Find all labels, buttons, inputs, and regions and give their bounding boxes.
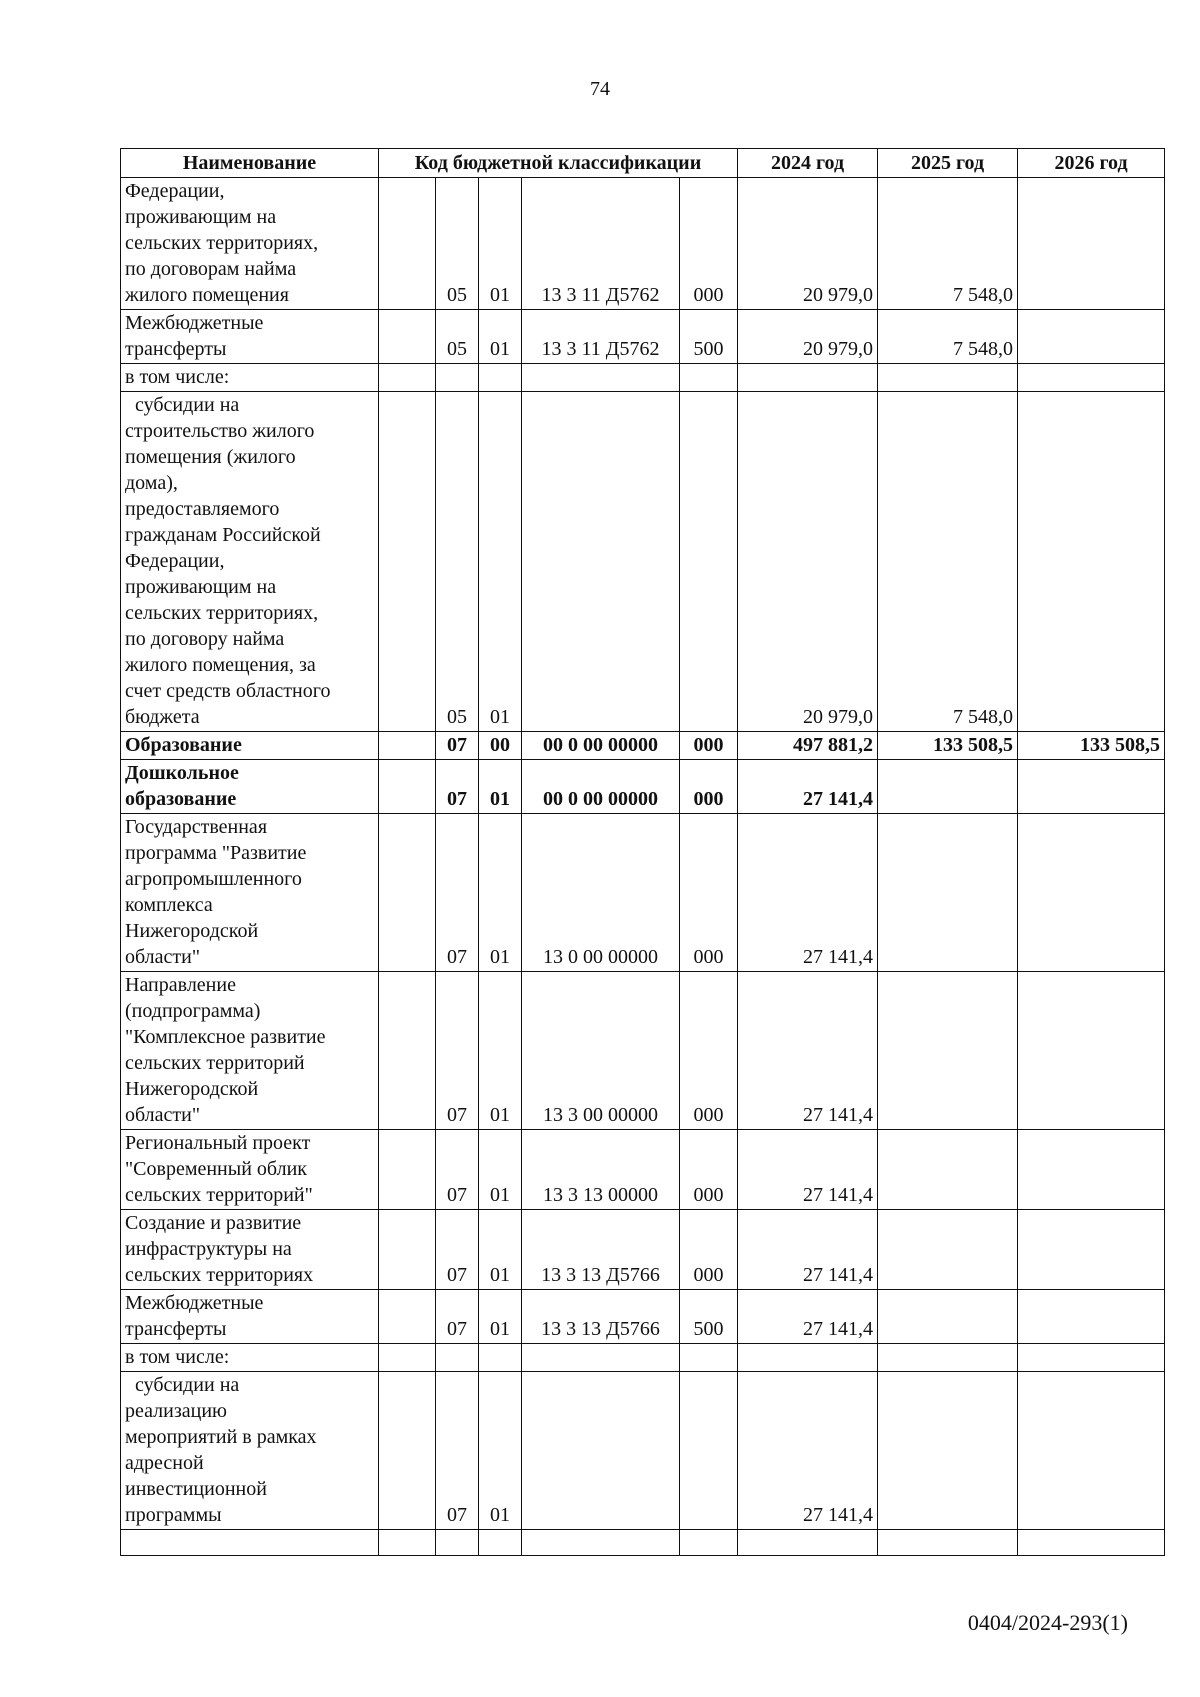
code-cell-1 xyxy=(379,392,436,732)
section-code: 07 xyxy=(436,1210,479,1290)
amount-2024: 497 881,2 xyxy=(738,732,878,760)
row-name-line: Межбюджетные xyxy=(125,312,264,334)
target-article-code xyxy=(522,1530,680,1556)
header-2024: 2024 год xyxy=(738,149,878,178)
amount-2024: 27 141,4 xyxy=(738,1290,878,1344)
row-name-line: Межбюджетные xyxy=(125,1292,264,1314)
subsection-code: 01 xyxy=(479,178,522,310)
subsection-code: 01 xyxy=(479,1372,522,1530)
row-name xyxy=(121,178,379,310)
code-cell-1 xyxy=(379,972,436,1130)
expense-type-code: 000 xyxy=(680,1130,738,1210)
row-name-line: сельских территорий" xyxy=(125,1184,313,1206)
amount-2026 xyxy=(1018,1530,1165,1556)
amount-2026 xyxy=(1018,1130,1165,1210)
target-article-code: 13 3 11 Д5762 xyxy=(522,310,680,364)
row-name-line: счет средств областного xyxy=(125,680,331,702)
row-name xyxy=(121,392,379,732)
row-name-line: жилого помещения, за xyxy=(125,654,316,676)
code-cell-1 xyxy=(379,1210,436,1290)
target-article-code xyxy=(522,392,680,732)
row-name-line: Региональный проект xyxy=(125,1132,311,1154)
row-name-line: адресной xyxy=(125,1452,204,1474)
target-article-code: 13 3 00 00000 xyxy=(522,972,680,1130)
section-code: 05 xyxy=(436,392,479,732)
row-name-line: жилого помещения xyxy=(125,284,289,306)
header-name: Наименование xyxy=(121,149,379,178)
row-name-line: сельских территориях, xyxy=(125,602,319,624)
code-cell-1 xyxy=(379,1372,436,1530)
amount-2026 xyxy=(1018,1210,1165,1290)
row-name xyxy=(121,1210,379,1290)
amount-2025 xyxy=(878,1130,1018,1210)
row-name-line: в том числе: xyxy=(125,1346,230,1368)
row-name-line: области" xyxy=(125,946,201,968)
amount-2025 xyxy=(878,1344,1018,1372)
row-name-line: гражданам Российской xyxy=(125,524,321,546)
row-name-line: бюджета xyxy=(125,706,200,728)
row-name-line: проживающим на xyxy=(125,576,277,598)
section-code: 05 xyxy=(436,310,479,364)
expense-type-code: 000 xyxy=(680,972,738,1130)
row-name-line: трансферты xyxy=(125,338,227,360)
target-article-code: 13 3 13 00000 xyxy=(522,1130,680,1210)
row-name xyxy=(121,814,379,972)
row-name-line: трансферты xyxy=(125,1318,227,1340)
amount-2025 xyxy=(878,972,1018,1130)
row-name-line: "Современный облик xyxy=(125,1158,307,1180)
row-name xyxy=(121,760,379,814)
row-name-line: предоставляемого xyxy=(125,498,280,520)
row-name-line: Федерации, xyxy=(125,180,225,202)
row-name-line: области" xyxy=(125,1104,201,1126)
expense-type-code: 000 xyxy=(680,1210,738,1290)
row-name-line: в том числе: xyxy=(125,366,230,388)
row-name-line: сельских территорий xyxy=(125,1052,305,1074)
subsection-code: 01 xyxy=(479,1130,522,1210)
code-cell-1 xyxy=(379,364,436,392)
table-row xyxy=(121,364,1165,392)
subsection-code: 01 xyxy=(479,1290,522,1344)
row-name xyxy=(121,364,379,392)
amount-2026 xyxy=(1018,178,1165,310)
row-name-line: реализацию xyxy=(125,1400,227,1422)
target-article-code: 13 3 13 Д5766 xyxy=(522,1290,680,1344)
target-article-code xyxy=(522,364,680,392)
section-code: 05 xyxy=(436,178,479,310)
section-code: 07 xyxy=(436,1130,479,1210)
code-cell-1 xyxy=(379,732,436,760)
header-2026: 2026 год xyxy=(1018,149,1165,178)
table-row xyxy=(121,1290,1165,1344)
row-name-line: субсидии на xyxy=(135,1374,240,1396)
code-cell-1 xyxy=(379,1290,436,1344)
table-row xyxy=(121,1530,1165,1556)
row-name-line: программа "Развитие xyxy=(125,842,307,864)
amount-2024: 27 141,4 xyxy=(738,1372,878,1530)
table-row xyxy=(121,1130,1165,1210)
amount-2024: 20 979,0 xyxy=(738,392,878,732)
row-name xyxy=(121,1530,379,1556)
expense-type-code: 000 xyxy=(680,760,738,814)
target-article-code: 13 0 00 00000 xyxy=(522,814,680,972)
row-name-line: Направление xyxy=(125,974,236,996)
amount-2026 xyxy=(1018,1344,1165,1372)
header-2025: 2025 год xyxy=(878,149,1018,178)
subsection-code xyxy=(479,1344,522,1372)
row-name-line: Федерации, xyxy=(125,550,225,572)
code-cell-1 xyxy=(379,1530,436,1556)
row-name xyxy=(121,1290,379,1344)
row-name-line: субсидии на xyxy=(135,394,240,416)
row-name xyxy=(121,1130,379,1210)
amount-2026 xyxy=(1018,364,1165,392)
expense-type-code: 500 xyxy=(680,310,738,364)
amount-2024: 27 141,4 xyxy=(738,814,878,972)
row-name-line: "Комплексное развитие xyxy=(125,1026,326,1048)
row-name-line: сельских территориях, xyxy=(125,232,319,254)
amount-2026 xyxy=(1018,392,1165,732)
amount-2024: 20 979,0 xyxy=(738,310,878,364)
amount-2024 xyxy=(738,364,878,392)
row-name-line: мероприятий в рамках xyxy=(125,1426,317,1448)
table-row xyxy=(121,1372,1165,1530)
amount-2025 xyxy=(878,1210,1018,1290)
section-code xyxy=(436,1530,479,1556)
amount-2025 xyxy=(878,1290,1018,1344)
row-name-line: Государственная xyxy=(125,816,268,838)
row-name-line: (подпрограмма) xyxy=(125,1000,261,1022)
amount-2024 xyxy=(738,1530,878,1556)
row-name-line: образование xyxy=(125,788,237,810)
row-name-line: инфраструктуры на xyxy=(125,1238,292,1260)
amount-2024: 20 979,0 xyxy=(738,178,878,310)
row-name-line: строительство жилого xyxy=(125,420,315,442)
row-name xyxy=(121,310,379,364)
subsection-code: 01 xyxy=(479,814,522,972)
subsection-code xyxy=(479,364,522,392)
row-name-line: по договору найма xyxy=(125,628,285,650)
expense-type-code: 500 xyxy=(680,1290,738,1344)
row-name-line: комплекса xyxy=(125,894,213,916)
row-name-line: Дошкольное xyxy=(125,762,239,784)
amount-2025 xyxy=(878,1530,1018,1556)
table-row xyxy=(121,972,1165,1130)
row-name-line: дома), xyxy=(125,472,178,494)
subsection-code: 01 xyxy=(479,392,522,732)
subsection-code xyxy=(479,1530,522,1556)
amount-2026: 133 508,5 xyxy=(1018,732,1165,760)
header-code: Код бюджетной классификации xyxy=(379,149,738,178)
code-cell-1 xyxy=(379,814,436,972)
amount-2025 xyxy=(878,364,1018,392)
amount-2025 xyxy=(878,1372,1018,1530)
expense-type-code xyxy=(680,364,738,392)
row-name-line: агропромышленного xyxy=(125,868,302,890)
table-body xyxy=(121,178,1165,1556)
row-name-line: помещения (жилого xyxy=(125,446,296,468)
target-article-code: 00 0 00 00000 xyxy=(522,732,680,760)
amount-2024: 27 141,4 xyxy=(738,1130,878,1210)
amount-2025: 7 548,0 xyxy=(878,178,1018,310)
section-code: 07 xyxy=(436,732,479,760)
target-article-code xyxy=(522,1372,680,1530)
section-code: 07 xyxy=(436,814,479,972)
row-name-line: инвестиционной xyxy=(125,1478,267,1500)
expense-type-code xyxy=(680,392,738,732)
section-code xyxy=(436,1344,479,1372)
code-cell-1 xyxy=(379,310,436,364)
row-name-line: Образование xyxy=(125,734,242,756)
amount-2024: 27 141,4 xyxy=(738,1210,878,1290)
amount-2026 xyxy=(1018,972,1165,1130)
table-header-row xyxy=(121,149,1165,178)
amount-2025: 7 548,0 xyxy=(878,392,1018,732)
table-row xyxy=(121,310,1165,364)
section-code: 07 xyxy=(436,972,479,1130)
code-cell-1 xyxy=(379,1344,436,1372)
budget-table xyxy=(120,148,1165,1556)
row-name xyxy=(121,972,379,1130)
table-row xyxy=(121,1210,1165,1290)
row-name xyxy=(121,732,379,760)
row-name-line: проживающим на xyxy=(125,206,277,228)
row-name xyxy=(121,1344,379,1372)
amount-2026 xyxy=(1018,814,1165,972)
amount-2024: 27 141,4 xyxy=(738,760,878,814)
section-code: 07 xyxy=(436,760,479,814)
expense-type-code: 000 xyxy=(680,814,738,972)
row-name-line: Создание и развитие xyxy=(125,1212,302,1234)
amount-2026 xyxy=(1018,1290,1165,1344)
table-row xyxy=(121,732,1165,760)
row-name-line: сельских территориях xyxy=(125,1264,314,1286)
target-article-code: 13 3 13 Д5766 xyxy=(522,1210,680,1290)
section-code: 07 xyxy=(436,1290,479,1344)
code-cell-1 xyxy=(379,178,436,310)
table-row xyxy=(121,392,1165,732)
expense-type-code xyxy=(680,1344,738,1372)
subsection-code: 01 xyxy=(479,972,522,1130)
target-article-code xyxy=(522,1344,680,1372)
target-article-code: 13 3 11 Д5762 xyxy=(522,178,680,310)
row-name-line: по договорам найма xyxy=(125,258,297,280)
page-number: 74 xyxy=(590,78,610,100)
subsection-code: 01 xyxy=(479,760,522,814)
document-code: 0404/2024-293(1) xyxy=(967,1610,1128,1635)
expense-type-code: 000 xyxy=(680,178,738,310)
amount-2024 xyxy=(738,1344,878,1372)
expense-type-code: 000 xyxy=(680,732,738,760)
amount-2026 xyxy=(1018,760,1165,814)
table-row xyxy=(121,814,1165,972)
amount-2024: 27 141,4 xyxy=(738,972,878,1130)
code-cell-1 xyxy=(379,1130,436,1210)
row-name-line: Нижегородской xyxy=(125,920,259,942)
table-row xyxy=(121,760,1165,814)
subsection-code: 01 xyxy=(479,1210,522,1290)
amount-2025 xyxy=(878,814,1018,972)
row-name-line: Нижегородской xyxy=(125,1078,259,1100)
subsection-code: 01 xyxy=(479,310,522,364)
code-cell-1 xyxy=(379,760,436,814)
amount-2026 xyxy=(1018,310,1165,364)
amount-2026 xyxy=(1018,1372,1165,1530)
section-code xyxy=(436,364,479,392)
section-code: 07 xyxy=(436,1372,479,1530)
expense-type-code xyxy=(680,1530,738,1556)
table-row xyxy=(121,178,1165,310)
expense-type-code xyxy=(680,1372,738,1530)
subsection-code: 00 xyxy=(479,732,522,760)
amount-2025: 7 548,0 xyxy=(878,310,1018,364)
amount-2025 xyxy=(878,760,1018,814)
table-row xyxy=(121,1344,1165,1372)
target-article-code: 00 0 00 00000 xyxy=(522,760,680,814)
row-name-line: программы xyxy=(125,1504,222,1526)
row-name xyxy=(121,1372,379,1530)
amount-2025: 133 508,5 xyxy=(878,732,1018,760)
